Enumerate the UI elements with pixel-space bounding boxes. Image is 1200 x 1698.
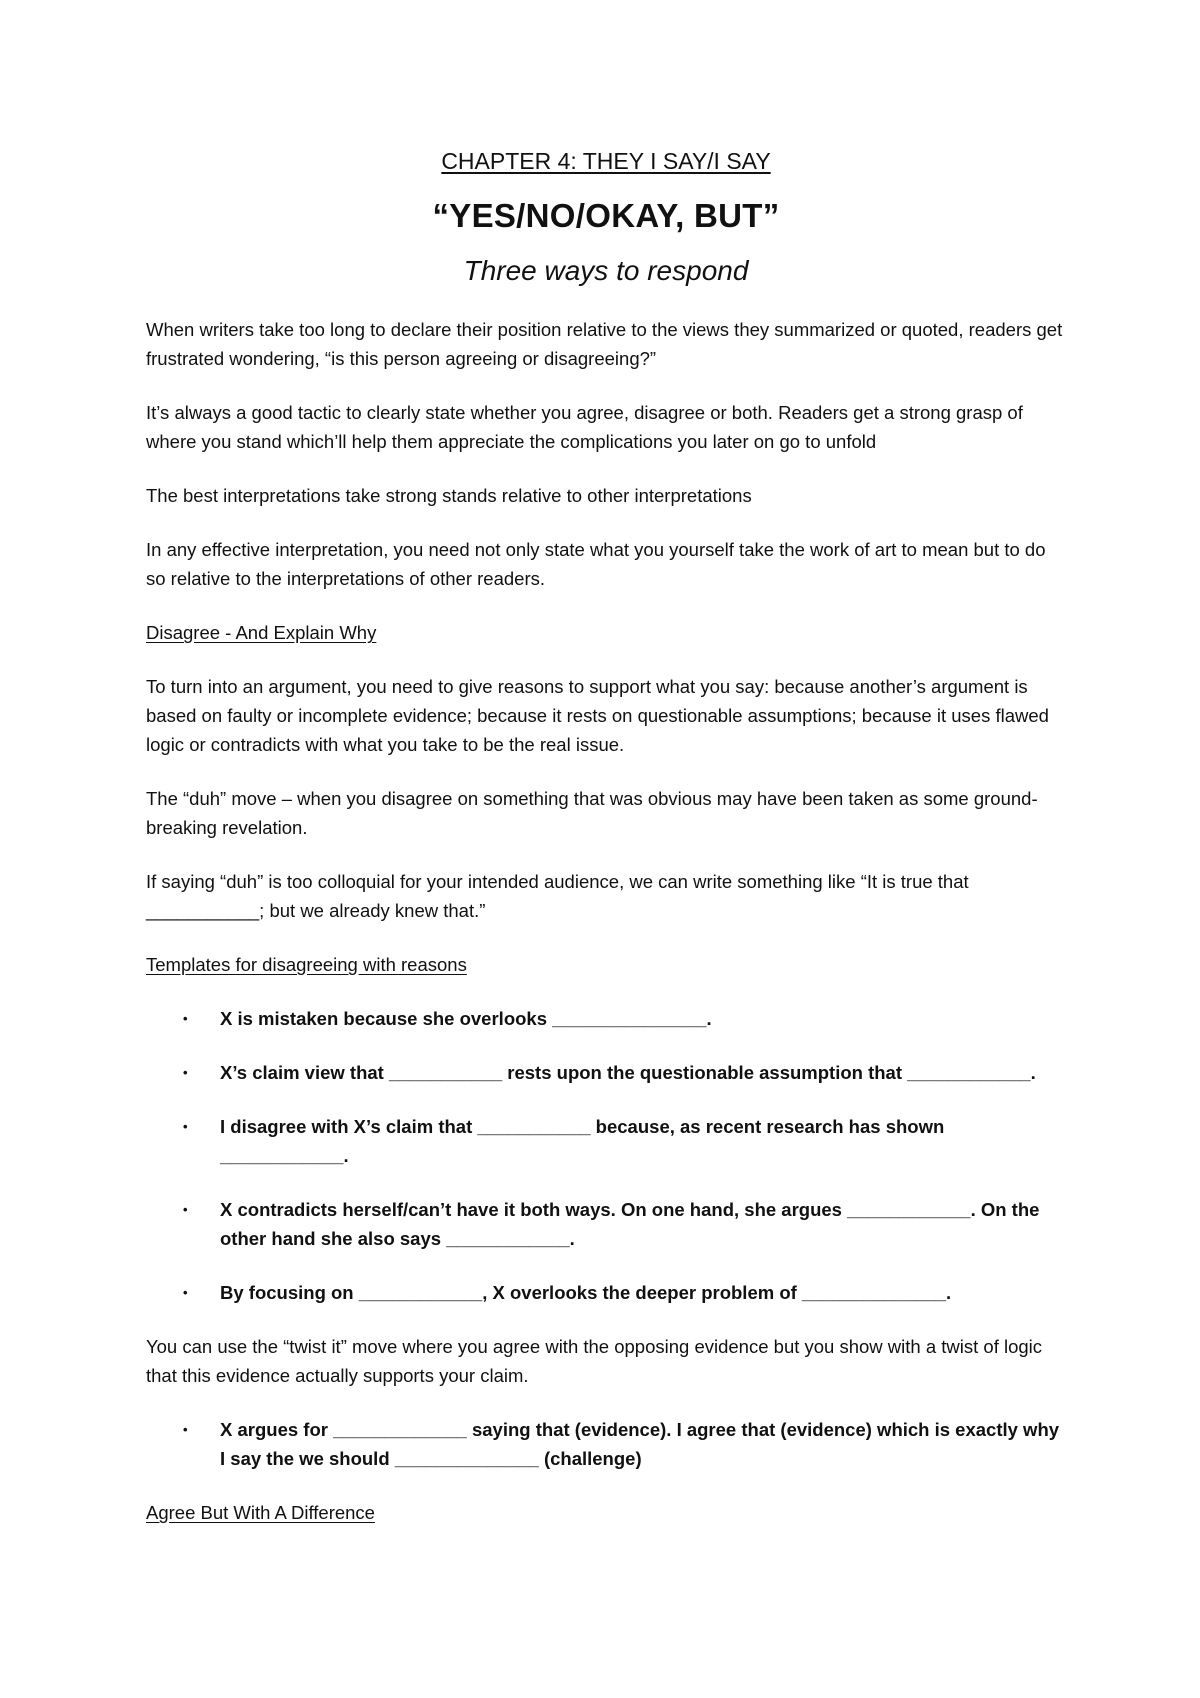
intro-paragraph: When writers take too long to declare their position relative to the views they summarized or quoted, readers get frustrated wondering, “is this person agreeing or disagreeing?” — [146, 319, 1063, 369]
disagree-paragraph: To turn into an argument, you need to give reasons to support what you say: because another’s argument is based on faulty or incomplete evidence; because it rests on questionable assumptions; because it uses flawed logic or contradicts with what you take to be the real issue. — [146, 676, 1049, 755]
bullet-icon: • — [183, 1202, 188, 1217]
section-heading-templates: Templates for disagreeing with reasons — [146, 954, 467, 975]
main-title: “YES/NO/OKAY, BUT” — [432, 197, 780, 234]
intro-paragraph: It’s always a good tactic to clearly state whether you agree, disagree or both. Readers get a strong grasp of where you stand which’ll help them appreciate the complications you later on go to unfold — [146, 402, 1023, 452]
list-item — [146, 1415, 1066, 1473]
templates-list — [146, 1004, 1066, 1307]
bullet-icon: • — [183, 1285, 188, 1300]
disagree-paragraph: The “duh” move – when you disagree on something that was obvious may have been taken as some ground-breaking revelation. — [146, 788, 1038, 838]
list-item — [146, 1004, 1066, 1033]
template-text: X contradicts herself/can’t have it both ways. On one hand, she argues ____________. On the other hand she also says ____________. — [220, 1199, 1040, 1249]
template-text: X is mistaken because she overlooks _______________. — [220, 1008, 712, 1029]
intro-paragraph: The best interpretations take strong stands relative to other interpretations — [146, 485, 752, 506]
chapter-title: CHAPTER 4: THEY I SAY/I SAY — [441, 148, 771, 174]
template-text: I disagree with X’s claim that ___________ because, as recent research has shown ____________. — [220, 1116, 945, 1166]
section-heading-disagree: Disagree - And Explain Why — [146, 622, 377, 643]
list-item — [146, 1058, 1066, 1087]
twist-list — [146, 1415, 1066, 1473]
list-item — [146, 1278, 1066, 1307]
template-text: By focusing on ____________, X overlooks the deeper problem of ______________. — [220, 1282, 952, 1303]
document-page — [146, 148, 1066, 1552]
list-item — [146, 1195, 1066, 1253]
list-item — [146, 1112, 1066, 1170]
bullet-icon: • — [183, 1065, 188, 1080]
disagree-paragraph: If saying “duh” is too colloquial for your intended audience, we can write something like “It is true that ___________; but we already knew that.” — [146, 871, 969, 921]
bullet-icon: • — [183, 1422, 188, 1437]
bullet-icon: • — [183, 1119, 188, 1134]
template-text: X’s claim view that ___________ rests upon the questionable assumption that ____________. — [220, 1062, 1036, 1083]
section-heading-agree: Agree But With A Difference — [146, 1502, 375, 1523]
twist-paragraph: You can use the “twist it” move where you agree with the opposing evidence but you show with a twist of logic that this evidence actually supports your claim. — [146, 1336, 1043, 1386]
subtitle: Three ways to respond — [463, 255, 749, 286]
template-text: X argues for _____________ saying that (evidence). I agree that (evidence) which is exactly why I say the we should ______________ (challenge) — [220, 1419, 1060, 1469]
bullet-icon: • — [183, 1011, 188, 1026]
intro-paragraph: In any effective interpretation, you need not only state what you yourself take the work of art to mean but to do so relative to the interpretations of other readers. — [146, 539, 1046, 589]
